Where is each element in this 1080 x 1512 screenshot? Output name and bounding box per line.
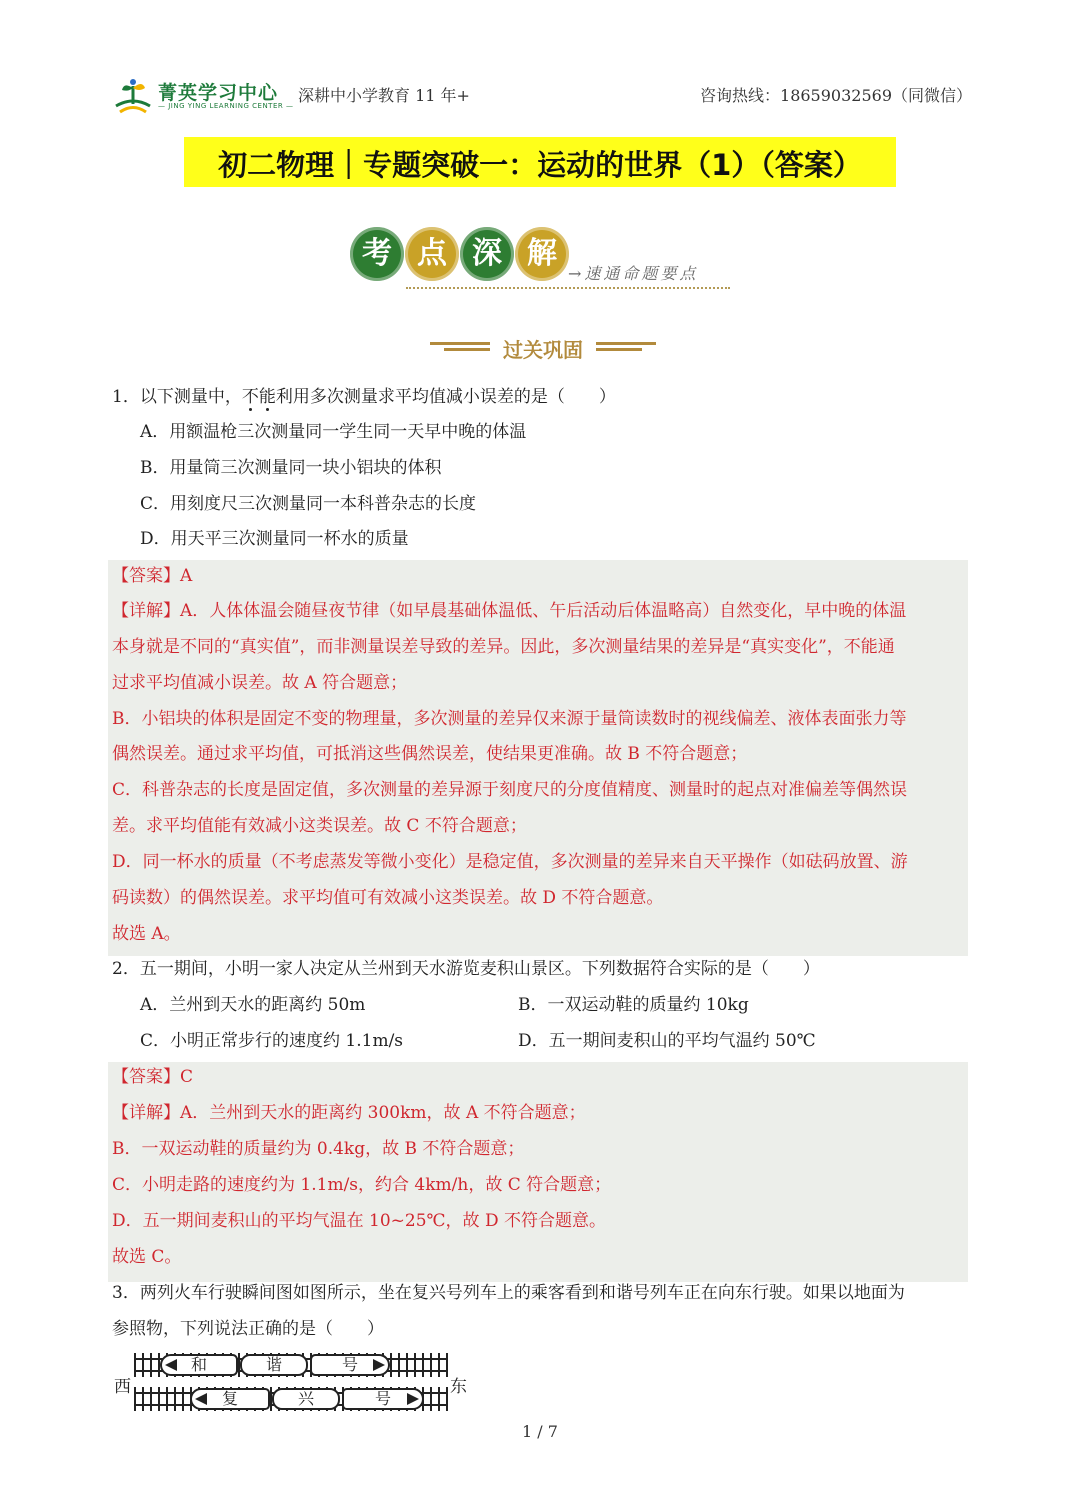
q1-detail-line-7: 差。求平均值能有效减小这类误差。故 C 不符合题意； (112, 816, 527, 836)
q2-detail-line-5: 故选 C。 (112, 1247, 182, 1267)
section-title: 过关巩固 (503, 338, 583, 362)
bottom-train-east-nose-icon (406, 1392, 420, 1406)
top-train-car-1: 和 (160, 1354, 238, 1376)
q1-emphasis-char-1: 不 (241, 387, 259, 407)
badge-dotted-underline (406, 287, 730, 289)
rail-tie (182, 1387, 184, 1411)
bottom-train-car-3: 号 (342, 1388, 424, 1410)
section-left-lines (430, 342, 490, 356)
header-hotline: 咨询热线：18659032569（同微信） (700, 86, 972, 105)
rail-tie (430, 1387, 432, 1411)
rail-tie (166, 1387, 168, 1411)
badge-char-2: 点 (405, 227, 459, 281)
page-title: 初二物理｜专题突破一：运动的世界（1）（答案） (218, 148, 862, 182)
badge-char-1: 考 (350, 227, 404, 281)
rail-tie (390, 1353, 392, 1377)
q2-answer: 【答案】C (112, 1067, 194, 1087)
q2-option-c: C．小明正常步行的速度约 1.1m/s (140, 1031, 404, 1051)
q2-detail-line-1: 【详解】A．兰州到天水的距离约 300km，故 A 不符合题意； (112, 1103, 586, 1123)
top-train-east-nose-icon (372, 1358, 386, 1372)
q2-detail-line-3: C．小明走路的速度约为 1.1m/s，约合 4km/h，故 C 符合题意； (112, 1175, 612, 1195)
badge-char-3: 深 (460, 227, 514, 281)
q2-stem: 2．五一期间，小明一家人决定从兰州到天水游览麦积山景区。下列数据符合实际的是（ ） (112, 959, 820, 979)
rail-tie (150, 1387, 152, 1411)
bottom-train-car-2: 兴 (272, 1388, 340, 1410)
q2-option-a: A．兰州到天水的距离约 50m (140, 995, 366, 1015)
header-slogan: 深耕中小学教育 11 年+ (298, 86, 470, 105)
east-label: 东 (450, 1377, 467, 1397)
title-banner (184, 137, 896, 187)
section-right-lines (596, 342, 656, 356)
rail-tie (134, 1353, 136, 1377)
logo (112, 74, 294, 118)
q3-stem-line-2: 参照物，下列说法正确的是（ ） (112, 1319, 384, 1339)
q1-detail-line-10: 故选 A。 (112, 924, 181, 944)
section-badge (350, 227, 740, 295)
rail-tie (430, 1353, 432, 1377)
west-label: 西 (114, 1377, 131, 1397)
q1-option-a: A．用额温枪三次测量同一学生同一天早中晚的体温 (140, 422, 527, 442)
q1-emphasis-char-2: 能 (258, 387, 276, 407)
rail-tie (398, 1353, 400, 1377)
rail-tie (446, 1353, 448, 1377)
q1-detail-line-3: 过求平均值减小误差。故 A 符合题意； (112, 673, 408, 693)
q1-stem (112, 385, 616, 409)
q1-stem-suffix: 利用多次测量求平均值减小误差的是（ ） (275, 387, 616, 407)
train-diagram (112, 1350, 472, 1420)
q1-detail-line-9: 码读数）的偶然误差。求平均值可有效减小这类误差。故 D 不符合题意。 (112, 888, 664, 908)
q1-answer: 【答案】A (112, 566, 193, 586)
section-header (430, 334, 656, 364)
q1-detail-line-6: C．科普杂志的长度是固定值，多次测量的差异源于刻度尺的分度值精度、测量时的起点对准偏差等偶然误 (112, 780, 908, 800)
rail-tie (414, 1353, 416, 1377)
q1-detail-line-5: 偶然误差。通过求平均值，可抵消这些偶然误差，使结果更准确。故 B 不符合题意； (112, 744, 748, 764)
rail-tie (438, 1387, 440, 1411)
rail-tie (438, 1353, 440, 1377)
logo-mark-icon (112, 76, 154, 116)
q1-detail-line-4: B．小铝块的体积是固定不变的物理量，多次测量的差异仅来源于量筒读数时的视线偏差、液体表面张力等 (112, 709, 907, 729)
q2-option-b: B．一双运动鞋的质量约 10kg (518, 995, 749, 1015)
page-number: 1 / 7 (522, 1422, 558, 1441)
rail-tie (142, 1387, 144, 1411)
logo-english-name: — JING YING LEARNING CENTER — (158, 102, 294, 110)
rail-tie (174, 1387, 176, 1411)
q2-option-d: D．五一期间麦积山的平均气温约 50℃ (518, 1031, 816, 1051)
q1-detail-line-1: 【详解】A．人体体温会随昼夜节律（如早晨基础体温低、午后活动后体温略高）自然变化，早中晚的体温 (112, 601, 907, 621)
badge-tagline: →速通命题要点 (568, 264, 699, 283)
q1-detail-line-8: D．同一杯水的质量（不考虑蒸发等微小变化）是稳定值，多次测量的差异来自天平操作（如砝码放置、游 (112, 852, 908, 872)
q2-detail-line-2: B．一双运动鞋的质量约为 0.4kg，故 B 不符合题意； (112, 1139, 525, 1159)
q1-option-d: D．用天平三次测量同一杯水的质量 (140, 529, 409, 549)
rail-tie (406, 1353, 408, 1377)
bottom-train-west-nose-icon (194, 1392, 208, 1406)
page-header (112, 74, 972, 118)
q2-answer-box (108, 1062, 968, 1282)
rail-tie (142, 1353, 144, 1377)
q3-stem-line-1: 3．两列火车行驶瞬间图如图所示，坐在复兴号列车上的乘客看到和谐号列车正在向东行驶。如果以地面为 (112, 1283, 905, 1303)
logo-name: 菁英学习中心 (158, 82, 279, 104)
top-train-west-nose-icon (164, 1358, 178, 1372)
rail-tie (150, 1353, 152, 1377)
q1-option-b: B．用量筒三次测量同一块小铝块的体积 (140, 458, 442, 478)
rail-tie (134, 1387, 136, 1411)
bottom-train-car-1: 复 (190, 1388, 270, 1410)
q1-option-c: C．用刻度尺三次测量同一本科普杂志的长度 (140, 494, 477, 514)
rail-tie (446, 1387, 448, 1411)
q1-detail-line-2: 本身就是不同的“真实值”，而非测量误差导致的差异。因此，多次测量结果的差异是“真实变化”，不能通 (112, 637, 895, 657)
top-train-car-3: 号 (310, 1354, 390, 1376)
rail-tie (422, 1353, 424, 1377)
q2-detail-line-4: D．五一期间麦积山的平均气温在 10~25℃，故 D 不符合题意。 (112, 1211, 606, 1231)
rail-tie (158, 1387, 160, 1411)
q1-stem-prefix: 1．以下测量中， (112, 387, 242, 407)
badge-char-4: 解 (515, 227, 569, 281)
top-train-car-2: 谐 (240, 1354, 308, 1376)
